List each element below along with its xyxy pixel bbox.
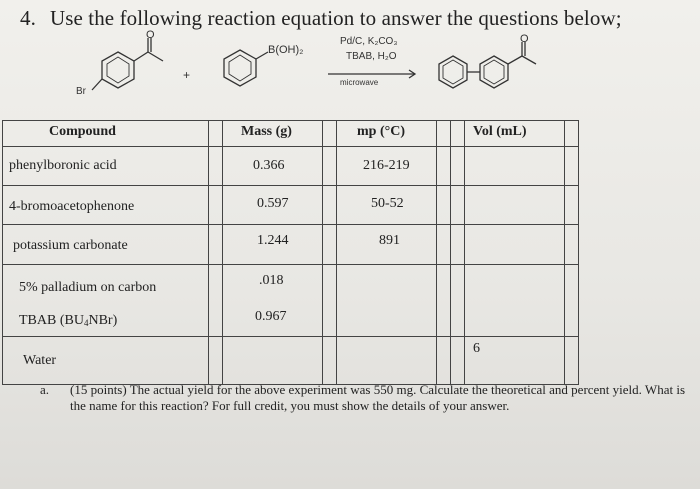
mp-value: 216-219 xyxy=(363,158,410,173)
reagent-table xyxy=(2,120,579,385)
part-a-label: a. xyxy=(40,382,50,397)
vol-value: 6 xyxy=(473,341,480,356)
table-row xyxy=(3,337,579,385)
compound-name: Water xyxy=(23,353,57,368)
table-row xyxy=(3,186,579,225)
header-mp: mp (°C) xyxy=(357,124,405,139)
question-text: Use the following reaction equation to answer the questions below; xyxy=(49,6,622,30)
conditions-catalyst: Pd/C, K₂CO₃ xyxy=(340,36,398,47)
compound-name: 4-bromoacetophenone xyxy=(9,199,135,214)
reaction-drawing xyxy=(70,30,590,110)
table-row xyxy=(3,225,579,265)
mp-value: 891 xyxy=(379,233,400,248)
bromo-label: Br xyxy=(76,86,86,97)
compound-name: phenylboronic acid xyxy=(9,158,117,173)
table-row xyxy=(3,265,579,337)
conditions-microwave: microwave xyxy=(340,78,379,87)
header-vol: Vol (mL) xyxy=(473,124,527,139)
mp-value: 50-52 xyxy=(371,196,404,211)
reaction-scheme xyxy=(70,30,590,110)
compound-name: 5% palladium on carbon xyxy=(19,280,157,295)
mass-value: 1.244 xyxy=(257,233,289,248)
table-row xyxy=(3,147,579,186)
plus-sign: + xyxy=(183,68,191,82)
mass-value: 0.597 xyxy=(257,196,289,211)
conditions-solvent: TBAB, H₂O xyxy=(346,51,397,62)
mass-value-pd: .018 xyxy=(259,273,284,288)
oxygen-atom-1: O xyxy=(146,30,155,41)
question-heading xyxy=(20,6,622,31)
header-mass: Mass (g) xyxy=(241,124,292,139)
oxygen-atom-2: O xyxy=(520,33,529,45)
boronic-group-label: B(OH)₂ xyxy=(268,44,304,56)
mass-value: 0.366 xyxy=(253,158,285,173)
question-number: 4. xyxy=(20,6,36,30)
header-compound: Compound xyxy=(49,124,116,139)
table-header-row xyxy=(3,121,579,147)
compound-name: potassium carbonate xyxy=(13,238,128,253)
part-a-text: (15 points) The actual yield for the above experiment was 550 mg. Calculate the theoretical and percent yield. What is the name for this reaction? For full credit, you must show the details of your answer. xyxy=(70,382,686,413)
mass-value-tbab: 0.967 xyxy=(255,309,287,324)
compound-name-tbab: TBAB $(BU_4NBr)$ xyxy=(19,313,118,328)
